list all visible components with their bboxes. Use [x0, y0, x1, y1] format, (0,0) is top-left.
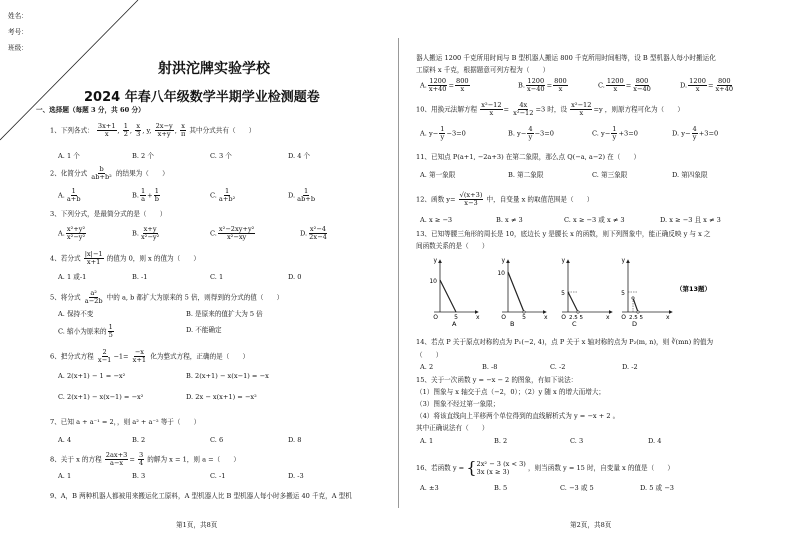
q14-option-a[interactable]: A. 2	[420, 363, 434, 371]
q6-option-d[interactable]: D. 2x − x(x+1) = −x²	[186, 393, 257, 401]
name-label: 姓名：	[8, 12, 28, 20]
q11-option-d[interactable]: D. 第四象限	[672, 171, 708, 179]
q4-option-c[interactable]: C. 1	[210, 273, 224, 281]
q13-a-y-axis-label: y	[433, 257, 437, 264]
q9-continued-line2: 工原料 x 千克，根据题意可列方程为（ ）	[416, 66, 550, 74]
q8-option-c[interactable]: C. -1	[210, 472, 226, 480]
q9-option-b[interactable]: B. $\frac{1200}{x-40}$ = $\frac{800}{x}$	[518, 77, 567, 93]
q16-case-1: 2x² − 3 (x < 3)	[476, 460, 526, 468]
q3-option-d[interactable]: D. $\frac{\text{x²−4}}{2x-4}$	[300, 225, 327, 241]
q2-option-b[interactable]: B. $\frac{1}{a}$ + $\frac{1}{b}$	[132, 187, 159, 203]
question-9: 9、A，B 两种机器人都被用来搬运化工原料，A 型机器人比 B 型机器人每小时多搬运 40 千克，A 型机	[50, 492, 352, 500]
question-12: 12、函数 y= $\frac{√(x+3)}{x-3}$ 中，自变量 x 的取值范围是（ ）	[416, 191, 594, 207]
q13-b-y-axis-label: y	[501, 257, 505, 264]
q15-option-c[interactable]: C. 3	[570, 437, 584, 445]
q16-option-d[interactable]: D. 5 或 −3	[640, 484, 674, 492]
q15-statement-3: （3）图象不经过第一象限；	[416, 400, 500, 408]
q15-option-d[interactable]: D. 4	[648, 437, 662, 445]
section-1-heading: 一、选择题（每题 3 分，共 60 分）	[36, 106, 145, 114]
q16-option-c[interactable]: C. −3 或 5	[560, 484, 594, 492]
page-divider	[398, 38, 399, 508]
q14-option-b[interactable]: B. -8	[482, 363, 498, 371]
q13-a-x-axis-label: x	[476, 314, 480, 321]
q11-option-c[interactable]: C. 第三象限	[592, 171, 628, 179]
question-15: 15、关于一次函数 y = −x − 2 的图象，有如下说法：	[416, 376, 578, 384]
q6-option-c[interactable]: C. 2(x+1) − x(x−1) = −x²	[58, 393, 144, 401]
q12-option-c[interactable]: C. x ≥ −3 或 x ≠ 3	[564, 216, 625, 224]
question-7: 7、已知 a + a⁻¹ = 2，，则 a² + a⁻² 等于（ ）	[50, 418, 201, 426]
q9-option-c[interactable]: C. $\frac{1200}{x}$ = $\frac{800}{x-40}$	[598, 77, 651, 93]
q14-option-c[interactable]: C. -2	[550, 363, 566, 371]
school-name: 射洪沱牌实验学校	[158, 61, 270, 77]
q13-a-x-tick: 5	[454, 314, 458, 321]
q13-b-x-tick: 5	[522, 314, 526, 321]
exam-no-label: 考号：	[8, 28, 28, 36]
question-3: 3、下列分式，是最简分式的是（ ）	[50, 210, 167, 218]
question-5: 5、将分式 $\frac{\text{a²}}{a-2b}$ 中的 a, b 都扩大为原来的 5 倍，则得到的分式的值（ ）	[50, 289, 284, 305]
q13-c-y-axis-label: y	[561, 257, 565, 264]
question-13-line2: 间函数关系的是（ ）	[416, 242, 489, 250]
q13-c-x-ticks: 2.5 5	[569, 315, 583, 321]
q13-c-origin: O	[561, 314, 566, 321]
q13-figure-caption: （第13题）	[676, 285, 712, 293]
q13-c-y-tick: 5	[561, 290, 565, 297]
q13-graph-d[interactable]	[621, 257, 672, 328]
q13-a-label: A	[452, 320, 457, 328]
q13-b-label: B	[510, 320, 515, 328]
q6-option-b[interactable]: B. 2(x+1) − x(x−1) = −x	[186, 372, 269, 380]
q2-option-d[interactable]: D. $\frac{1}{ab+b}$	[288, 187, 316, 203]
q7-option-b[interactable]: B. 2	[132, 436, 146, 444]
q16-option-b[interactable]: B. 5	[494, 484, 508, 492]
question-13-line1: 13、已知等腰三角形的周长是 10，底边长 y 是腰长 x 的函数，则下列图象中，能正确反映 y 与 x 之	[416, 230, 711, 238]
q12-option-d[interactable]: D. x ≥ −3 且 x ≠ 3	[660, 216, 721, 224]
question-16: 16、若函数 y = { 2x² − 3 (x < 3) 3x (x ≥ 3) ，则当函数 y = 15 时，自变量 x 的值是（ ）	[416, 458, 674, 477]
footer-right: 第2页，共8页	[570, 521, 612, 529]
q5-option-c[interactable]: C. 缩小为原来的 $\frac{1}{5}$	[58, 323, 113, 339]
q13-d-x-axis-label: x	[666, 314, 670, 321]
q13-b-origin: O	[501, 314, 506, 321]
q13-d-x-ticks: 2.5 5	[629, 315, 643, 321]
q9-option-a[interactable]: A. $\frac{1200}{x+40}$ = $\frac{800}{x}$	[420, 77, 469, 93]
q15-option-a[interactable]: A. 1	[420, 437, 434, 445]
q10-option-d[interactable]: D. y− $\frac{4}{y}$ +3=0	[672, 125, 719, 141]
q13-d-y-axis-label: y	[621, 257, 625, 264]
q2-option-a[interactable]: A. $\frac{1}{a+b}$	[58, 187, 81, 203]
q13-graphs	[420, 252, 720, 328]
q8-option-b[interactable]: B. 3	[132, 472, 146, 480]
q10-option-b[interactable]: B. y− $\frac{4}{y}$ −3=0	[508, 125, 554, 141]
question-10: 10、用换元法解方程 $\frac{\text{x²−12}}{x}$ = $\frac{4x}{\text{x²−12}}$ =3 时，设 $\frac{\text{x²−12}}{x}$ =y ，则原方程可化为（ ）	[416, 101, 684, 117]
q3-option-a[interactable]: A. $\frac{\text{x²+y²}}{\text{x²−y²}}$	[58, 225, 86, 241]
q2-option-c[interactable]: C. $\frac{1}{\text{a+b²}}$	[210, 187, 236, 203]
q16-option-a[interactable]: A. ±3	[420, 484, 439, 492]
q1-option-a[interactable]: A. 1 个	[58, 152, 80, 160]
q11-option-b[interactable]: B. 第二象限	[508, 171, 544, 179]
q1-option-b[interactable]: B. 2 个	[132, 152, 154, 160]
q1-option-c[interactable]: C. 3 个	[210, 152, 232, 160]
q15-statement-1-2: （1）图象与 x 轴交于点（−2，0）；（2）y 随 x 的增大而增大；	[416, 388, 606, 396]
footer-left: 第1页，共8页	[176, 521, 218, 529]
question-11: 11、已知点 P(a+1, −2a+3) 在第二象限，那么点 Q(−a, a−2) 在（ ）	[416, 153, 641, 161]
q13-a-y-tick: 10	[429, 278, 437, 285]
question-4: 4、若分式 $\frac{|x|-1}{x+1}$ 的值为 0，则 x 的值为（ ）	[50, 250, 201, 266]
q12-option-a[interactable]: A. x ≥ −3	[420, 216, 453, 224]
q16-case-2: 3x (x ≥ 3)	[476, 468, 510, 476]
q13-c-x-axis-label: x	[606, 314, 610, 321]
q9-continued-line1: 器人搬运 1200 千克所用时间与 B 型机器人搬运 800 千克所用时间相等，设 B 型机器人每小时搬运化	[416, 54, 716, 62]
q3-option-c[interactable]: C. $\frac{\text{x²−2xy+y²}}{\text{x²−xy}}$	[210, 225, 255, 241]
q10-option-a[interactable]: A. y− $\frac{1}{y}$ −3=0	[420, 125, 466, 141]
q13-a-origin: O	[433, 314, 438, 321]
q13-graph-c[interactable]	[561, 257, 612, 328]
q13-b-y-tick: 10	[497, 270, 505, 277]
question-14-line1: 14、若点 P 关于原点对称的点为 P₁(−2, 4)，点 P 关于 x 轴对称的点为 P₂(m, n)，则 ∛(mn) 的值为	[416, 338, 714, 346]
q13-c-label: C	[572, 320, 577, 328]
q13-d-label: D	[632, 320, 638, 328]
q7-option-c[interactable]: C. 6	[210, 436, 224, 444]
q4-option-d[interactable]: D. 0	[288, 273, 302, 281]
q13-d-origin: O	[621, 314, 626, 321]
q15-option-b[interactable]: B. 2	[494, 437, 508, 445]
exam-title: 2024 年春八年级数学半期学业检测题卷	[84, 90, 320, 105]
q5-option-b[interactable]: B. 是原来的值扩大为 5 倍	[186, 310, 263, 318]
q5-option-d[interactable]: D. 不能确定	[186, 326, 222, 334]
q7-option-d[interactable]: D. 8	[288, 436, 302, 444]
q8-option-d[interactable]: D. -3	[288, 472, 304, 480]
q13-graph-a[interactable]	[429, 257, 480, 328]
q8-option-a[interactable]: A. 1	[58, 472, 72, 480]
q12-option-b[interactable]: B. x ≠ 3	[496, 216, 523, 224]
question-1: 1、下列各式： $\frac{3x+1}{x}$ , $\frac{1}{2}$ , $\frac{x}{3}$ , y, $\frac{2x-y}{x+y}$ , $\frac{x}{\pi}$ 其中分式共有（ ）	[50, 122, 256, 138]
q13-graph-b[interactable]	[497, 257, 548, 328]
q1-option-d[interactable]: D. 4 个	[288, 152, 311, 160]
q13-d-y-tick: 5	[621, 290, 625, 297]
q15-statement-4: （4）将该直线向上平移两个单位得到的直线解析式为 y = −x + 2 。	[416, 412, 620, 420]
q3-option-b[interactable]: B. $\frac{x+y}{\text{x²−y²}}$	[132, 225, 160, 241]
q14-option-d[interactable]: D. -2	[622, 363, 638, 371]
q4-option-a[interactable]: A. 1 或-1	[58, 273, 87, 281]
q11-option-a[interactable]: A. 第一象限	[420, 171, 456, 179]
question-2: 2、化简分式 $\frac{b}{\text{ab+b²}}$ 的结果为（ ）	[50, 165, 169, 181]
question-14-line2: （ ）	[416, 351, 443, 359]
q6-option-a[interactable]: A. 2(x+1) − 1 = −x²	[58, 372, 126, 380]
q5-option-a[interactable]: A. 保持不变	[58, 310, 94, 318]
q15-ask: 其中正确说法有（ ）	[416, 424, 489, 432]
q4-option-b[interactable]: B. -1	[132, 273, 148, 281]
q10-option-c[interactable]: C. y− $\frac{1}{y}$ +3=0	[592, 125, 638, 141]
q7-option-a[interactable]: A. 4	[58, 436, 72, 444]
question-6: 6、把分式方程 $\frac{2}{x-1}$ −1= $\frac{-x}{x+1}$ 化为整式方程，正确的是（ ）	[50, 348, 250, 364]
question-8: 8、关于 x 的方程 $\frac{2ax+3}{a-x}$ = $\frac{3}{4}$ 的解为 x = 1，则 a =（ ）	[50, 451, 241, 467]
class-label: 班级：	[8, 44, 28, 52]
q9-option-d[interactable]: D. $\frac{1200}{x}$ = $\frac{800}{x+40}$	[680, 77, 734, 93]
q13-b-x-axis-label: x	[544, 314, 548, 321]
